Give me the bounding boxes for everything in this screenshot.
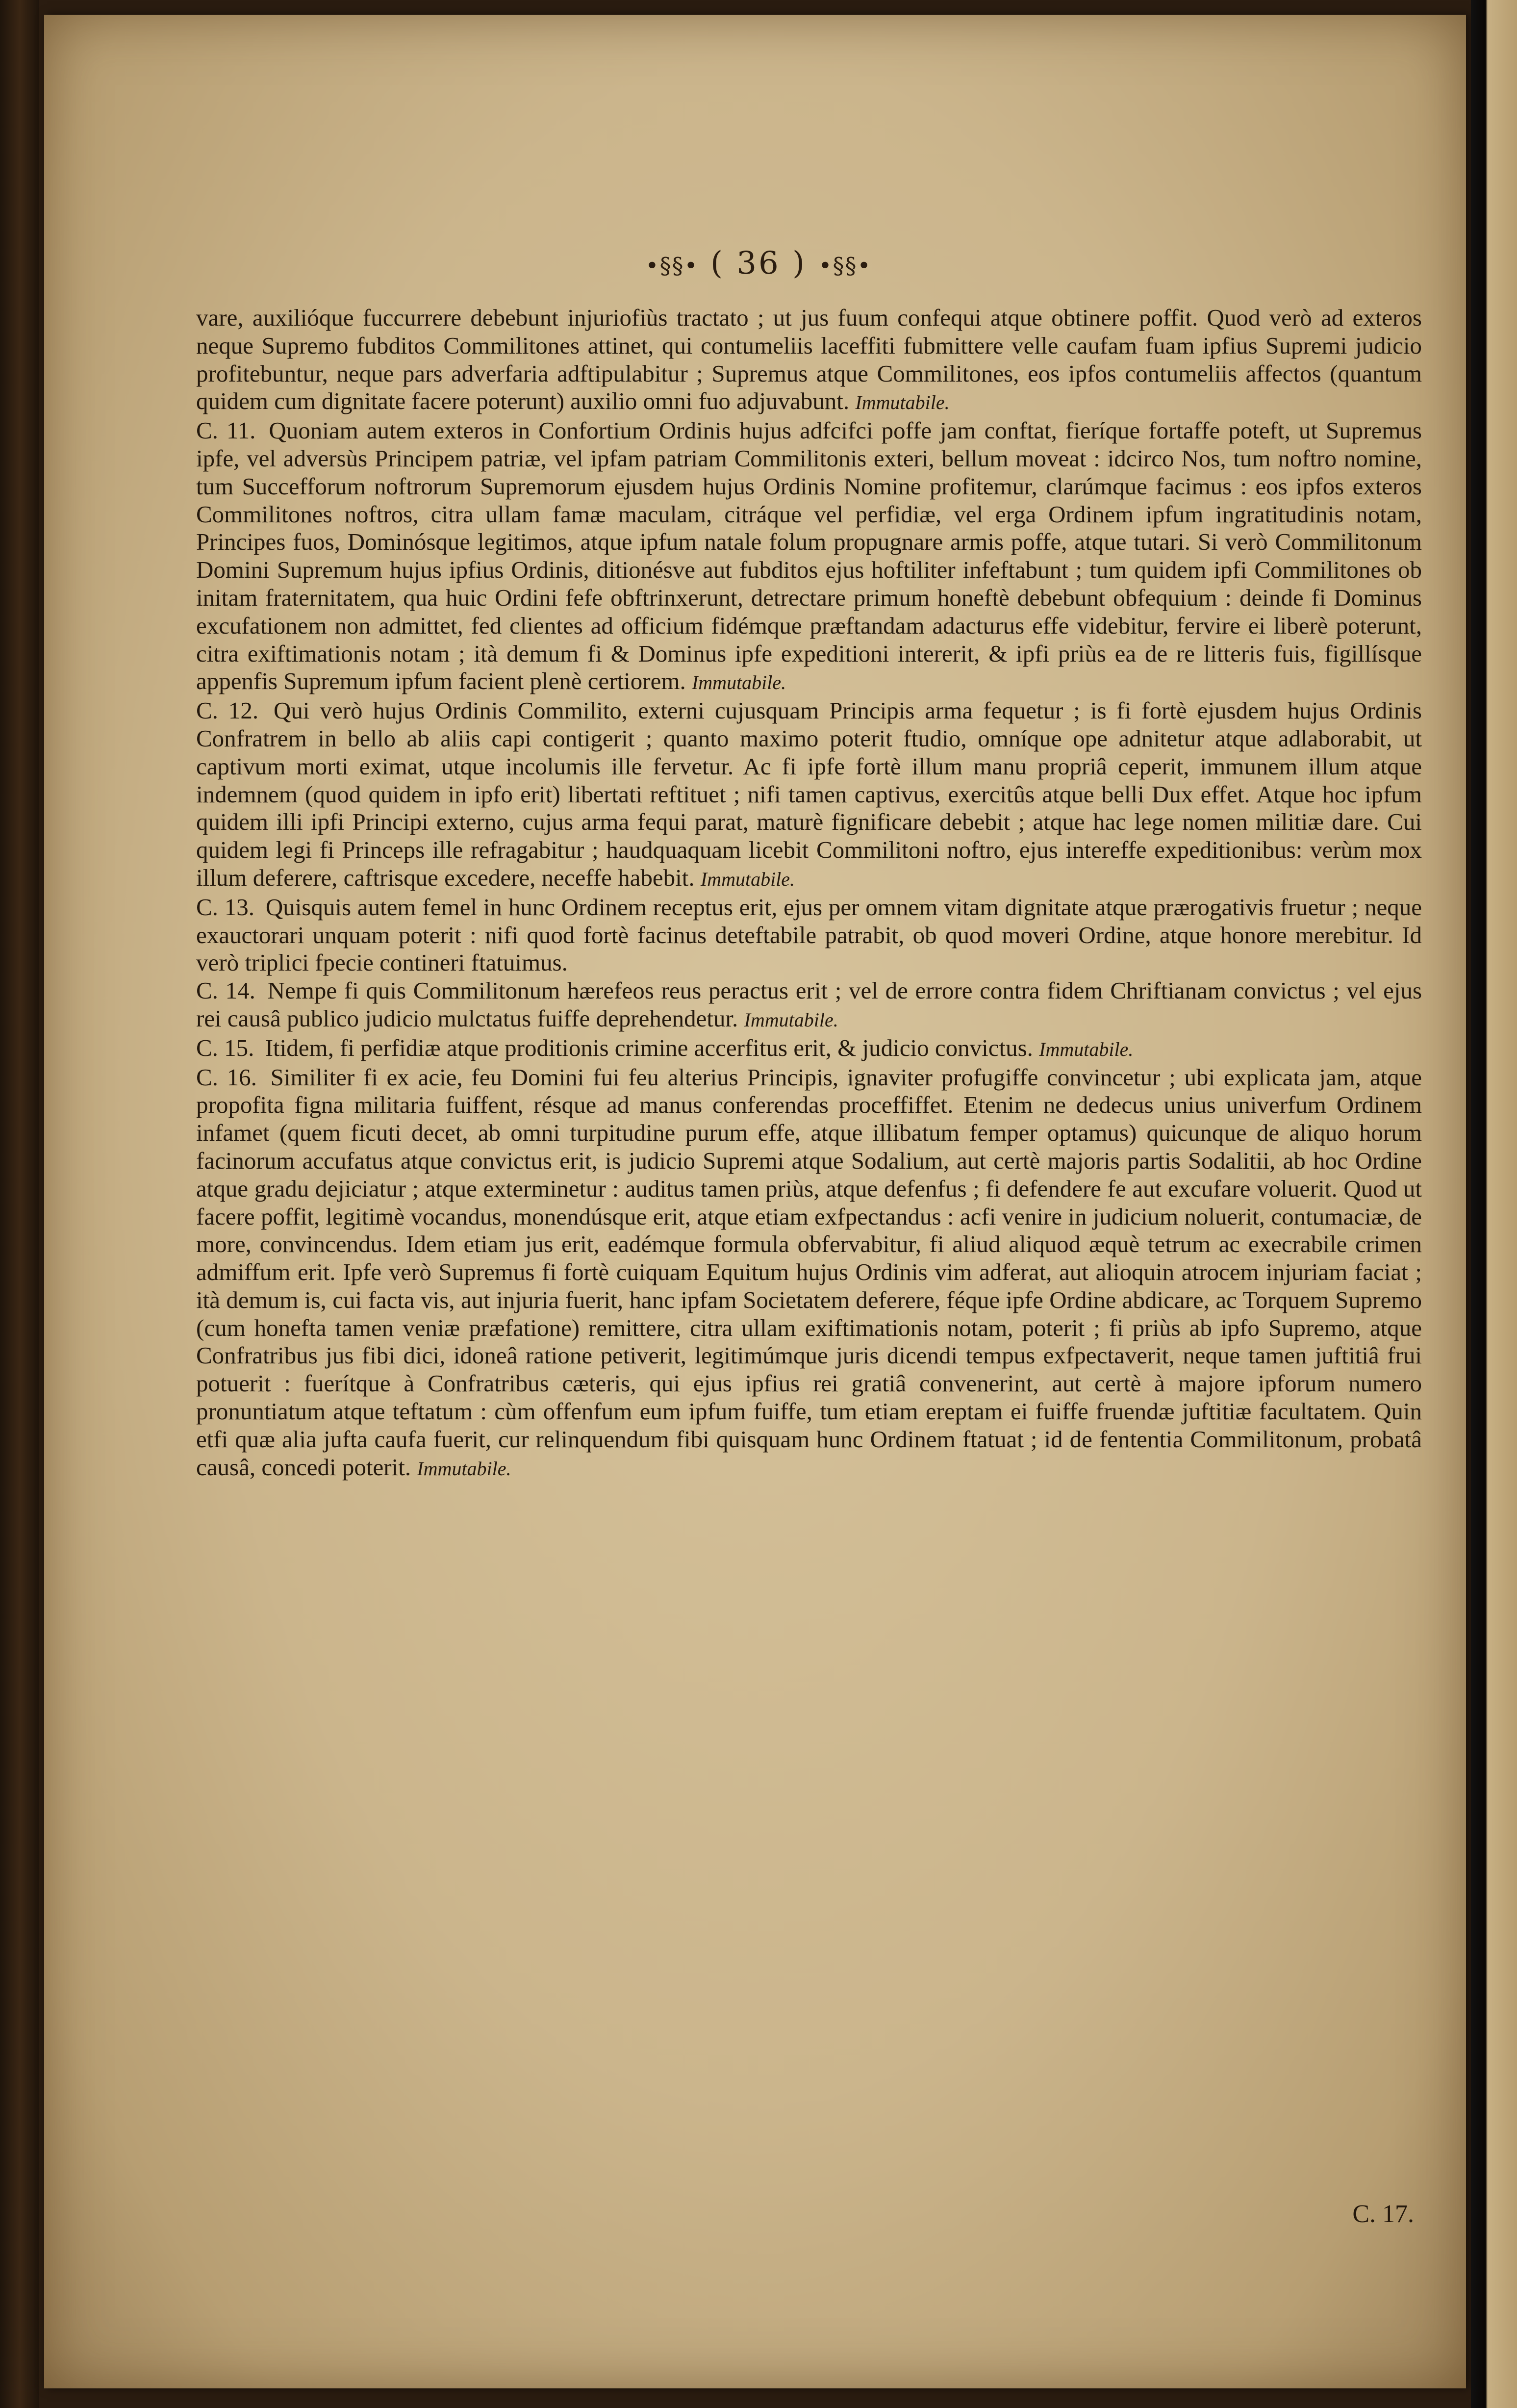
paragraph-text: vare, auxilióque fuccurrere debebunt injuriofiùs tractato ; ut jus fuum confequi atque obtinere poffit. Quod verò ad exteros neque Supremo fubditos Commilitones attinet, qui contumeliis laceffiti fubmittere velle caufam fuam ipfius Supremi judicio profitebuntur, neque pars adverfaria adftipulabitur ; Supremus atque Commilitones, eos ipfos contumeliis affectos (quantum quidem cum dignitate facere poterunt) auxilio omni fuo adjuvabunt. (196, 304, 1422, 415)
paragraph-c14 (196, 977, 1422, 1034)
catchword: C. 17. (1352, 2200, 1414, 2228)
immutabile-note: Immutabile. (1039, 1038, 1134, 1060)
facing-page-edge (1471, 0, 1517, 2408)
paragraph-text: Quisquis autem femel in hunc Ordinem receptus erit, ejus per omnem vitam dignitate atque prærogativis fruetur ; neque exauctorari unquam poterit : nifi quod fortè facinus deteftabile patrabit, ob quod moveri Ordine, atque honore merebitur. Id verò triplici fpecie contineri ftatuimus. (196, 893, 1422, 976)
ornament-right: •§§• (818, 252, 872, 279)
immutabile-note: Immutabile. (417, 1457, 511, 1480)
ornament-left: •§§• (645, 252, 699, 279)
clause-number: C. 16. (196, 1063, 257, 1091)
paragraph-c15 (196, 1034, 1422, 1064)
paragraph-c11 (196, 417, 1422, 697)
body-text (196, 304, 1422, 1483)
paragraph (196, 304, 1422, 417)
paragraph-c16 (196, 1064, 1422, 1483)
paragraph-text: Qui verò hujus Ordinis Commilito, externi cujusquam Principis arma fequetur ; is fi fortè ejusdem hujus Ordinis Confratrem in bello ab aliis capi contigerit ; quanto maximo poterit ftudio, omníque ope adnitetur atque adlaborabit, ut captivum morti eximat, utque incolumis ille fervetur. Ac fi ipfe fortè illum manu propriâ ceperit, immunem illum atque indemnem (quod quidem in ipfo erit) libertati reftituet ; nifi tamen captivus, exercitûs atque belli Dux effet. Atque hoc ipfum quidem illi ipfi Principi externo, cujus arma fequi parat, maturè fignificare debebit ; atque hac lege nomen militiæ dare. Cui quidem legi fi Princeps ille refragabitur ; haudquaquam licebit Commilitoni noftro, ejus intereffe expeditionibus: verùm mox illum deferere, caftrisque excedere, neceffe habebit. (196, 697, 1422, 891)
clause-number: C. 13. (196, 893, 254, 921)
paragraph-text: Similiter fi ex acie, feu Domini fui feu alterius Principis, ignaviter profugiffe convincetur ; ubi explicata jam, atque propofita figna militaria fuiffent, résque ad manus conferendas proceffiffet. Etenim ne dedecus unius univerfum Ordinem infamet (quem ficuti decet, ab omni turpitudine purum effe, atque illibatum femper optamus) quicunque de aliquo horum facinorum accufatus atque convictus erit, is judicio Supremi atque Sodalium, aut certè majoris partis Sodalitii, ab hoc Ordine atque gradu dejiciatur ; atque exterminetur : auditus tamen priùs, atque defenfus ; fi defendere fe aut excufare voluerit. Quod ut facere poffit, legitimè vocandus, monendúsque erit, atque etiam exfpectandus : acfi venire in judicium noluerit, contumaciæ, de more, convincendus. Idem etiam jus erit, eadémque formula obfervabitur, fi aliud aliquod æquè tetrum ac execrabile crimen admiffum erit. Ipfe verò Supremus fi fortè cuiquam Equitum hujus Ordinis vim adferat, aut alioquin atrocem injuriam faciat ; ità demum is, cui facta vis, aut injuria fuerit, hanc ipfam Societatem deferere, féque ipfe Ordine abdicare, ac Torquem Supremo (cum honefta tamen veniæ præfatione) remittere, citra ullam exiftimationis notam, poterit ; fi priùs ab ipfo Supremo, atque Confratribus jus fibi dici, idoneâ ratione petiverit, legitimúmque juris dicendi tempus exfpectaverit, neque tamen juftitiâ frui potuerit : fuerítque à Confratribus cæteris, qui ejus ipfius rei gratiâ convenerint, aut certè à majore ipforum numero pronuntiatum atque teftatum : cùm offenfum eum ipfum fuiffe, tum etiam ereptam ei fuiffe fruendæ juftitiæ facultatem. Quin etfi quæ alia jufta caufa fuerit, cur relinquendum fibi quisquam hunc Ordinem ftatuat ; id de fententia Commilitonum, probatâ causâ, concedi poterit. (196, 1063, 1422, 1481)
clause-number: C. 11. (196, 417, 256, 444)
clause-number: C. 14. (196, 977, 255, 1004)
immutabile-note: Immutabile. (744, 1008, 838, 1031)
immutabile-note: Immutabile. (691, 671, 786, 694)
paragraph-text: Quoniam autem exteros in Confortium Ordinis hujus adfcifci poffe jam conftat, fieríque fortaffe poteft, ut Supremus ipfe, vel adversùs Principem patriæ, vel ipfam patriam Commilitonis exteri, bellum moveat : idcirco Nos, tum noftro nomine, tum Succefforum noftrorum Supremorum ejusdem hujus Ordinis Nomine profitemur, clarúmque facimus : eos ipfos exteros Commilitones noftros, citra ullam famæ maculam, citráque vel perfidiæ, vel erga Ordinem ipfum ingratitudinis notam, Principes fuos, Dominósque legitimos, atque ipfum natale folum propugnare armis poffe, atque tutari. Si verò Commilitonum Domini Supremum hujus ipfius Ordinis, ditionésve aut fubditos ejus hoftiliter infeftabunt ; tum quidem ipfi Commilitones ob initam fraternitatem, qua huic Ordini fefe obftrinxerunt, detrectare primum honeftè debebunt obfequium : deinde fi Dominus excufationem non admittet, fed clientes ad officium fidémque præftandam adacturus effe videbitur, fervire ei liberè poterunt, citra exiftimationis notam ; ità demum fi & Dominus ipfe expeditioni intererit, & ipfi priùs ea de re litteris fuis, figillísque appenfis Supremum ipfum facient plenè certiorem. (196, 417, 1422, 695)
immutabile-note: Immutabile. (700, 868, 795, 890)
paragraph-c12 (196, 697, 1422, 894)
paragraph-c13 (196, 894, 1422, 977)
immutabile-note: Immutabile. (855, 391, 950, 414)
paragraph-text: Itidem, fi perfidiæ atque proditionis crimine accerfitus erit, & judicio convictus. (265, 1034, 1033, 1061)
clause-number: C. 15. (196, 1034, 254, 1061)
paragraph-text: Nempe fi quis Commilitonum hærefeos reus peractus erit ; vel de errore contra fidem Chriftianam convictus ; vel ejus rei causâ publico judicio mulctatus fuiffe deprehendetur. (196, 977, 1422, 1032)
clause-number: C. 12. (196, 697, 259, 724)
page-number: ( 36 ) (710, 245, 807, 282)
page-header (0, 245, 1517, 282)
